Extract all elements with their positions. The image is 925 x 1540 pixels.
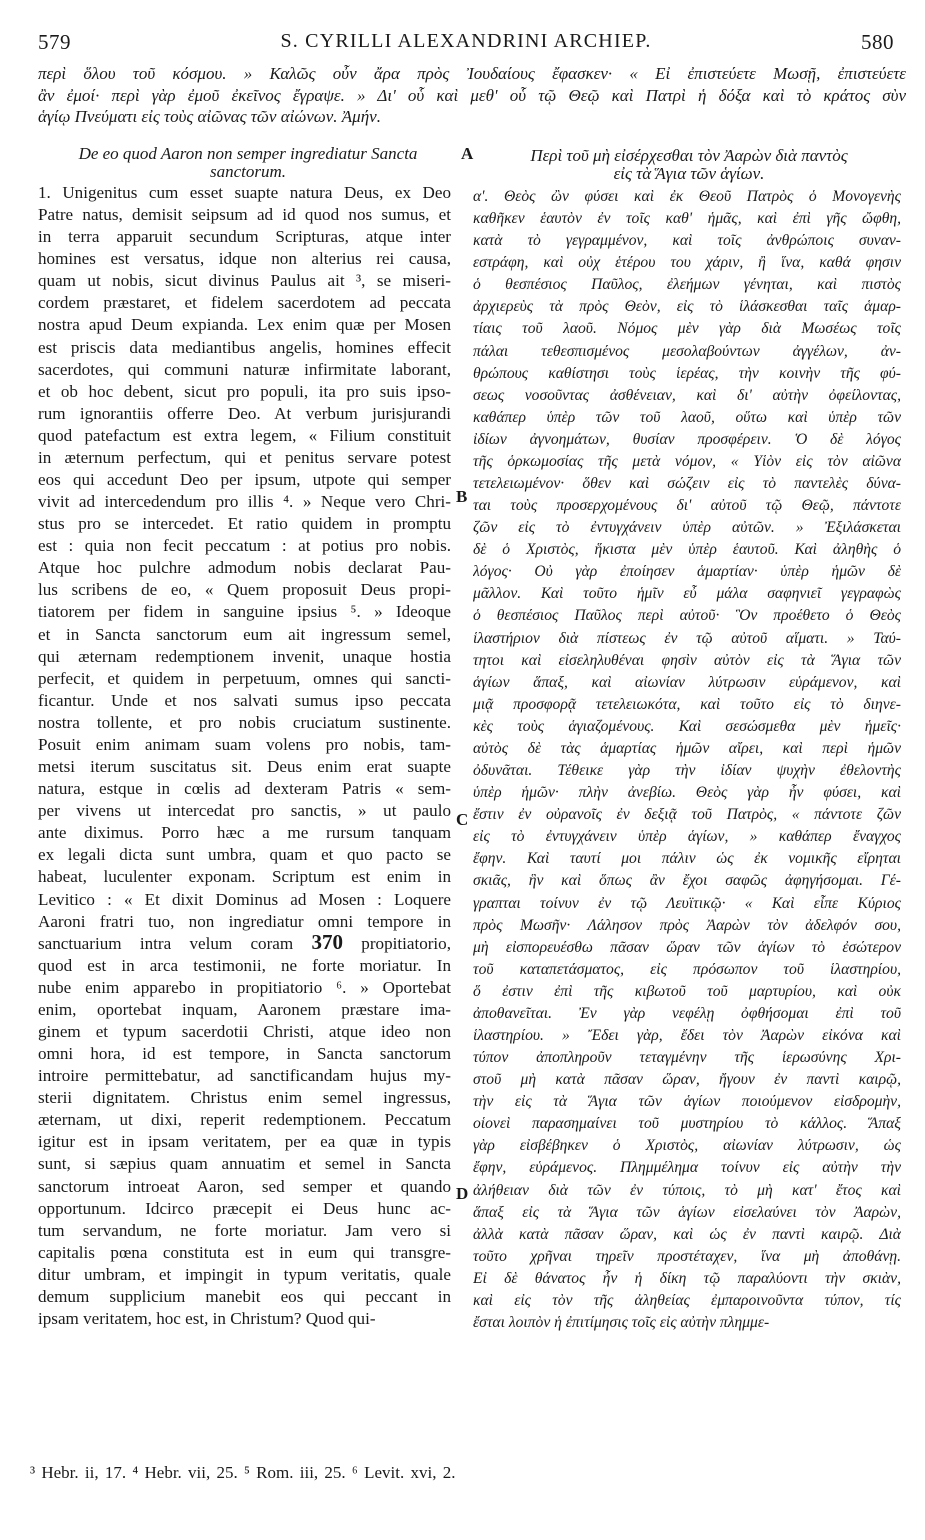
text-line: ἱλαστηρίου. » Ἔδει γὰρ, ἔδει τὸν Ἀαρὼν εἰκόνα καὶ (473, 1026, 901, 1044)
text-line: γραπται τοίνυν ἐν τῷ Λευϊτικῷ· « Καὶ εἶπε Κύριος (473, 894, 901, 912)
text-line: ἔσται λοιπὸν ἡ ἐπιτίμησις τοῖς εἰς αὐτὴν πλημμε- (473, 1313, 770, 1331)
text-line: ἅπαξ εἰς τὰ Ἅγια τῶν ἁγίων εἰσελαύνει τὸν Ἀαρὼν, (473, 1203, 901, 1221)
text-line: λόγος· Οὐ γὰρ ἐποίησεν ἁμαρτίαν· ὑπὲρ ἡμῶν δὲ (473, 563, 901, 581)
text-line: τοῦτο χρῆναι τηρεῖν προστέταχεν, ἵνα μὴ ἀποθάνῃ. (473, 1247, 901, 1265)
text-line: τῆς ὁρκωμοσίας τῆς μετὰ νόμον, « Υἱὸν εἰς τὸν αἰῶνα (473, 452, 901, 470)
text-line: Patre natus, demisit seipsum ad id quod nos sumus, et (38, 205, 451, 225)
text-line: ἔφην. Καὶ ταυτί μοι πάλιν ὡς ἐκ νομικῆς εἴρηται (473, 850, 901, 868)
page-number-left: 579 (38, 30, 71, 54)
text-line: στοῦ μὴ κατὰ πᾶσαν ὥραν, ἤγουν ἐν παντὶ καιρῷ, (473, 1071, 901, 1089)
text-line: demum supplicium manebit eos qui peccant in (38, 1286, 451, 1306)
text-line: καὶ εἰς τὸν τῆς ἀληθείας ἐμπαροινοῦντα τύπον, τίς (473, 1291, 901, 1309)
text-line: τίαις τοῦ λαοῦ. Νόμος μὲν γὰρ διὰ Μωσέως τοῖς (473, 320, 901, 338)
margin-marker-b: B (456, 487, 468, 506)
text-line: μᾶλλον. Καὶ τοῦτο ἡμῖν εὖ μάλα σαφηνιεῖ γεγραφὼς (473, 585, 901, 603)
text-line: ὀδυνᾶται. Τέθεικε γὰρ τὴν ἰδίαν ψυχὴν ἐθελοντὴς (473, 762, 901, 780)
text-line: τητοι καὶ εἰσεληλυθέναι φησὶν αὐτὸν εἰς τὰ Ἅγια τῶν (473, 651, 901, 669)
text-line: in terra apparuit secundum Scripturas, atque inter (38, 227, 451, 247)
text-line: 1. Unigenitus cum esset suapte natura Deus, ex Deo (38, 183, 451, 202)
text-line: metsi iterum suscitatus sit. Deus enim erat suapte (38, 757, 451, 777)
text-line: nostra apud Deum expianda. Lex enim quæ per Mosen (38, 315, 451, 335)
text-line: quod patefactum est extra legem, « Filium constituit (38, 425, 451, 445)
text-line: τετελειωμένον· ὅθεν καὶ σώζειν εἰς τὸ παντελὲς δύνα- (473, 475, 901, 493)
running-header (38, 30, 894, 56)
text-line: ἔστιν ἐν οὐρανοῖς ἐν δεξιᾷ τοῦ Πατρὸς, « πάντοτε ζῶν (473, 806, 901, 824)
text-line: ex legali dicta sunt umbra, quam et quo pacto se (38, 845, 451, 865)
heading-line: εἰς τὰ Ἅγια τῶν ἁγίων. (613, 164, 765, 183)
text-line: πρὸς Μωσῆν· Λάλησον πρὸς Ἀαρὼν τὸν ἀδελφόν σου, (473, 916, 901, 934)
text-line: μὴ εἰσπορευέσθω πᾶσαν ὥραν τῶν ἁγίων τὸ ἐσώτερον (473, 938, 901, 956)
text-line: ginem et typum sacerdotii Christi, atque ideo non (38, 1021, 451, 1041)
text-line: est : quia non fecit peccatum : at potius pro nobis. (38, 536, 451, 556)
text-line: ἁγίῳ Πνεύματι εἰς τοὺς αἰῶνας τῶν αἰώνων. Ἀμήν. (38, 107, 381, 126)
heading-line: sanctorum. (209, 162, 287, 181)
text-line: opportunum. Idcirco præcepit ei Deus hunc ac- (38, 1198, 451, 1218)
intro-greek-text (38, 63, 906, 128)
text-line: ὅ ἐστιν ἐπὶ τῆς κιβωτοῦ τοῦ μαρτυρίου, καὶ οὐκ (473, 982, 901, 1000)
text-line: πάλαι τεθεσπισμένος μεσολαβούντων ἀγγέλων, ἀν- (473, 342, 901, 360)
text-line: Levitico : « Et dixit Dominus ad Mosen : Loquere (38, 889, 451, 909)
text-line: et in Sancta sanctorum eum ait ingressum semel, (38, 624, 451, 644)
text-line: et ob hoc debent, sicut pro populi, ita pro suis ipso- (38, 381, 451, 401)
text-line: tum servandum, ne forte moriatur. Jam vero si (38, 1220, 451, 1240)
text-line: ipsam veritatem, hoc est, in Christum? Quod qui- (38, 1308, 376, 1328)
latin-column (38, 182, 451, 1330)
text-line: ἁγίων ἅπαξ, καὶ αἰωνίαν λύτρωσιν εὑράμενον, καὶ (473, 673, 901, 691)
text-line: sterii dignitatem. Christus enim semel ingressus, (38, 1088, 451, 1108)
latin-section-heading (38, 145, 458, 181)
text-line: γὰρ εἰσβέβηκεν ὁ Χριστὸς, αἰωνίαν λύτρωσιν, ὡς (473, 1137, 901, 1155)
text-line: ἀποθανεῖται. Ἐν γὰρ νεφέλῃ ὀφθήσομαι ἐπὶ τοῦ (473, 1004, 901, 1022)
text-line: omni hora, id est tempore, in Sancta sanctorum (38, 1044, 451, 1064)
text-line: α'. Θεὸς ὢν φύσει καὶ ἐκ Θεοῦ Πατρὸς ὁ Μονογενὴς (473, 188, 901, 205)
text-line: cordem præstaret, et fidelem sacerdotem ad peccata (38, 293, 451, 313)
text-line: ὁ θεσπέσιος Παῦλος, ἐλεήμων γένηται, καὶ πιστὸς (473, 276, 901, 294)
text-line: in æternum perfectum, qui et penitus servare potest (38, 447, 451, 467)
text-line: igitur est in ipsam veritatem, per ea quæ in typis (38, 1132, 451, 1152)
text-line: καθῆκεν ἑαυτὸν ἐν τοῖς καθ' ἡμᾶς, καὶ ἐπὶ γῆς ὤφθη, (473, 210, 901, 228)
text-line: τοῦ καταπετάσματος, εἰς πρόσωπον τοῦ ἱλαστηρίου, (473, 960, 901, 978)
text-line: quod est in arca testimonii, ne forte moriatur. In (38, 955, 451, 975)
text-line: περὶ ὅλου τοῦ κόσμου. » Καλῶς οὖν ἄρα πρὸς Ἰουδαίους ἔφασκεν· « Εἰ ἐπιστεύετε Μωσῇ, ἐπιστεύετε (38, 64, 906, 83)
text-line: tiatorem per fidem in sanguine ipsius ⁵. » Ideoque (38, 602, 451, 622)
text-line: rum ignorantiis offerre Deo. At verbum jurisjurandi (38, 403, 451, 423)
text-line: homines est versatus, idque non alterius rei causa, (38, 249, 451, 269)
text-line: habeat, luculenter exponam. Scriptum est enim in (38, 867, 451, 887)
text-line: σεως νοσοῦντας ἀσθένειαν, καὶ δι' αὐτὴν ὀφείλοντας, (473, 386, 901, 404)
text-line: per vivens ut intercedat pro sanctis, » ut paulo (38, 801, 451, 821)
footnotes: ³ Hebr. ii, 17. ⁴ Hebr. vii, 25. ⁵ Rom. iii, 25. ⁶ Levit. xvi, 2. (30, 1463, 456, 1482)
text-line: εἰς τὸ ἐντυγχάνειν ὑπὲρ ἁγίων, » καθάπερ ἔναγχος (473, 828, 901, 846)
heading-line: Περὶ τοῦ μὴ εἰσέρχεσθαι τὸν Ἀαρὼν διὰ παντὸς (530, 146, 848, 165)
text-line: τὴν εἰς τὰ Ἅγια τῶν ἁγίων ποιούμενον εἰσδρομὴν, (473, 1093, 901, 1111)
margin-marker-c: C (456, 810, 469, 829)
heading-line: De eo quod Aaron non semper ingrediatur Sancta (78, 144, 418, 163)
text-line: quam ut nobis, sicut divinus Paulus ait ³, se miseri- (38, 271, 451, 291)
text-line: ante diximus. Porro hæc a me rursum tanquam (38, 823, 451, 843)
text-line: καθάπερ ὑπὲρ τῶν τοῦ λαοῦ, οὕτω καὶ ὑπὲρ τῶν (473, 408, 901, 426)
text-line: οἱονεὶ παρασημαίνει τοῦ μυστηρίου τὸ κάλλος. Ἅπαξ (473, 1115, 901, 1133)
text-line: sunt, si sæpius quam annuatim et semel in Sancta (38, 1154, 451, 1174)
text-line: σκιᾶς, ἣν καὶ ὅπως ἂν ἔχοι σαφῶς ἀφηγήσομαι. Γέ- (473, 872, 901, 890)
text-line: Aaroni fratri tuo, non ingrediatur omni tempore in (38, 911, 451, 931)
text-line: vivit ad intercedendum pro illis ⁴. » Neque vero Chri- (38, 492, 451, 512)
text-line: æternam, ut dixi, reperit redemptionem. Peccatum (38, 1110, 451, 1130)
text-line: εστράφη, καὶ οὐχ ἑτέρου του χάριν, ἢ ἵνα, καθά φησιν (473, 254, 901, 272)
text-line: δὲ ὁ Χριστὸς, ἥκιστα μὲν ὑπὲρ ἑαυτοῦ. Καὶ ἀληθὴς ὁ (473, 541, 901, 559)
text-line: Atque hoc pulchre admodum nobis declarat Pau- (38, 558, 451, 578)
text-line: sacerdotes, qui communi naturæ infirmitate laborant, (38, 359, 451, 379)
text-line: sanctorum introeat Aaron, sed semper et quando (38, 1176, 451, 1196)
text-line: ἀλλὰ κατὰ πᾶσαν ὥραν, καὶ ὡς ἐν παντὶ καιρῷ. Διὰ (473, 1225, 901, 1243)
text-line: μιᾷ προσφορᾷ τετελειωκότα, καὶ τοῦτο εἰς τὸ διηνε- (473, 695, 901, 713)
text-line: τύπον ἀποπληροῦν τεταγμένην τῆς ἱερωσύνης Χρι- (473, 1049, 901, 1067)
text-line: ἱλαστήριον διὰ πίστεως ἐν τῷ αὐτοῦ αἵματι. » Ταύ- (473, 629, 901, 647)
text-line: est priscis data mediantibus angelis, homines effecit (38, 337, 451, 357)
text-line: ζῶν εἰς τὸ ἐντυγχάνειν ὑπὲρ αὐτῶν. » Ἐξιλάσκεται (473, 519, 901, 537)
text-line: ὁ θεσπέσιος Παῦλος περὶ αὐτοῦ· Ὃν προέθετο ὁ Θεὸς (473, 607, 901, 625)
text-line: natura, estque in cœlis ad dexteram Patris « sem- (38, 779, 451, 799)
text-line: capitalis pœna constituta est in eum qui transgre- (38, 1242, 451, 1262)
text-line: nostra tollente, et pro nobis cruciatum sustinente. (38, 712, 451, 732)
margin-marker-d: D (456, 1184, 469, 1203)
text-line: qui æternam redemptionem invenit, unaque hostia (38, 646, 451, 666)
text-line: ficantur. Unde et nos salvati sumus ipso peccata (38, 690, 451, 710)
running-title: S. CYRILLI ALEXANDRINI ARCHIEP. (280, 30, 652, 52)
text-line: perfecit, et quidem in perpetuum, omnes qui sancti- (38, 668, 451, 688)
text-line: κατὰ τὸ γεγραμμένον, καὶ τοῖς ἀνθρώποις συναν- (473, 232, 901, 250)
text-line: ἂν ἐμοί· περὶ γὰρ ἐμοῦ ἐκεῖνος ἔγραψε. » Δι' οὗ καὶ μεθ' οὗ τῷ Θεῷ καὶ Πατρὶ ἡ δόξα καὶ τὸ κράτος σὺν (38, 85, 906, 105)
greek-section-heading (480, 147, 898, 183)
text-line: sanctuarium intra velum coram 370 propitiatorio, (38, 932, 451, 954)
text-line: enim, oportebat inquam, Aaronem præstare ima- (38, 999, 451, 1019)
margin-marker-a: A (461, 144, 474, 163)
text-line: ται τοὺς προσερχομένους δι' αὐτοῦ τῷ Θεῷ, πάντοτε (473, 497, 901, 515)
text-line: ἀλήθειαν διὰ τῶν ἐν τύποις, τὸ μὴ κατ' ἔτος καὶ (473, 1181, 901, 1199)
text-line: αὐτὸς δὲ τὰς ἁμαρτίας ἡμῶν αἴρει, καὶ περὶ ἡμῶν (473, 739, 901, 757)
text-line: Εἰ δὲ θάνατος ἦν ἡ δίκη τῷ παραλύοντι τὴν σκιὰν, (473, 1269, 901, 1287)
greek-column (473, 186, 901, 1334)
text-line: ἔφην, εὑράμενος. Πλημμέλημα τοίνυν εἰς αὐτὴν τὴν (473, 1159, 901, 1177)
text-line: ἰδίων ἀγνοημάτων, θυσίαν προσφέρειν. Ὁ δὲ λόγος (473, 430, 901, 448)
text-line: ὑπὲρ ἡμῶν· πλὴν ἀνεβίω. Θεὸς γὰρ ἦν φύσει, καὶ (473, 784, 901, 802)
text-line: θρώπους καθίστησι τοὺς ἱερέας, τὴν κοινὴν τῆς φύ- (473, 364, 901, 382)
page-number-right: 580 (861, 30, 894, 54)
text-line: eos qui accedunt Deo per ipsum, utpote qui semper (38, 470, 451, 490)
text-line: lus scribens de eo, « Quem proposuit Deus propi- (38, 580, 451, 600)
text-line: ἀρχιερεὺς τὰ πρὸς Θεὸν, εἰς τὸ ἱλάσκεσθαι ταῖς ἁμαρ- (473, 298, 901, 316)
text-line: introire permittebatur, ad sanctificandam hujus my- (38, 1066, 451, 1086)
text-line: stus pro se intercedet. Et ratio quidem in promptu (38, 514, 451, 534)
text-line: nube enim apparebo in propitiatorio ⁶. » Oportebat (38, 977, 451, 997)
text-line: κὲς τοὺς ἁγιαζομένους. Καὶ σεσώσμεθα μὲν ἡμεῖς· (473, 717, 901, 735)
text-line: Posuit enim animam suam volens pro nobis, tam- (38, 734, 451, 754)
text-line: ditur umbram, et impingit in typum veritatis, quale (38, 1264, 451, 1284)
